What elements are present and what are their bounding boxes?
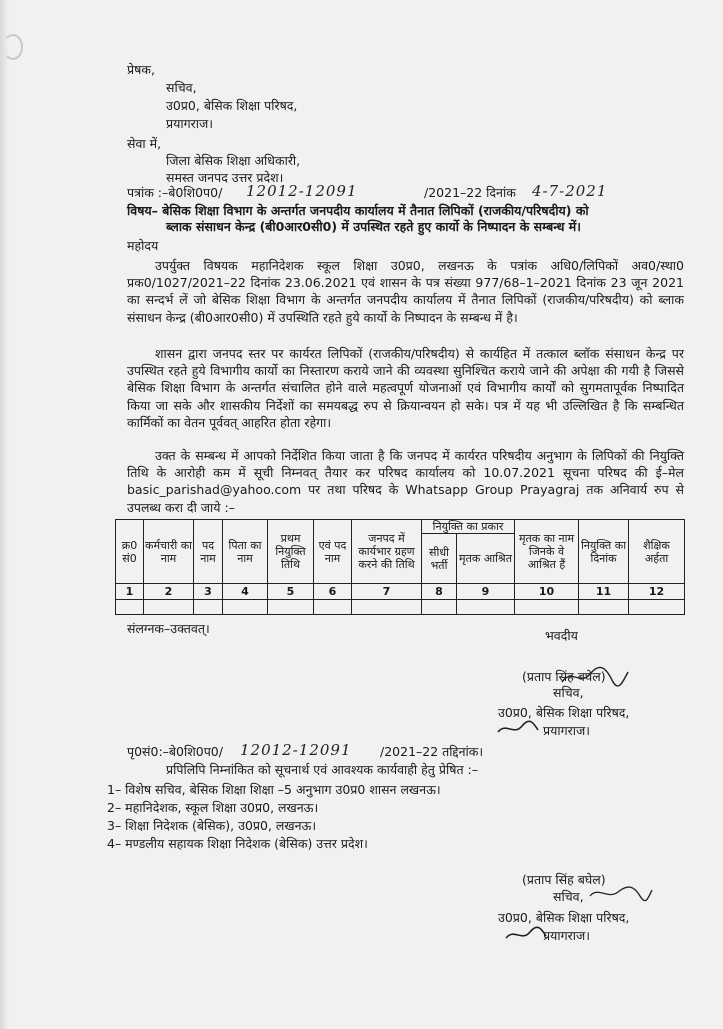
signature-scribble — [496, 720, 540, 738]
copy-list-item: 1– विशेष सचिव, बेसिक शिक्षा शिक्षा –5 अनुभाग उ0प्र0 शासन लखनऊ। — [107, 782, 441, 797]
th-direct-recruitment: सीधी भर्ती — [422, 534, 457, 584]
th-post: पद नाम — [194, 520, 223, 584]
employee-list-table — [115, 519, 685, 615]
col-number: 12 — [629, 584, 685, 600]
patrank-label: पत्रांक :–बे0शि0प0/ — [127, 185, 223, 200]
col-number: 4 — [223, 584, 268, 600]
th-appointment-type: नियुक्ति का प्रकार — [422, 520, 515, 534]
th-sno: क्र0 सं0 — [116, 520, 144, 584]
table-cell — [422, 600, 457, 615]
col-number: 1 — [116, 584, 144, 600]
th-appointment-date: नियुक्ति का दिनांक — [579, 520, 629, 584]
th-deceased-name: मृतक का नाम जिनके वे आश्रित हैं — [515, 520, 579, 584]
col-number: 9 — [457, 584, 515, 600]
paragraph-3: उक्त के सम्बन्ध में आपको निर्देशित किया जाता है कि जनपद में कार्यरत परिषदीय अनुभाग के लिपिकों की नियुक्ति तिथि के आरोही कम में सूची निम्नवत् तैयार कर परिषद कार्यालय को 10.07.2021 सूचना परिषद की ई–मेल basic_parishad@yahoo.com पर तथा परिषद के Whatsapp Group Prayagraj तक अनिवार्य रुप से उपलब्ध करा दी जाये :– — [127, 448, 684, 515]
table-cell — [223, 600, 268, 615]
signatory-2-name: (प्रताप सिंह बघेल) — [522, 872, 606, 887]
recipient-location: समस्त जनपद उत्तर प्रदेश। — [166, 170, 284, 185]
signatory-designation: सचिव, — [553, 685, 584, 700]
th-dependent: मृतक आश्रित — [457, 534, 515, 584]
sender-office: उ0प्र0, बेसिक शिक्षा परिषद, — [166, 98, 298, 113]
subject-line-1: विषय– बेसिक शिक्षा विभाग के अन्तर्गत जनपदीय कार्यालय में तैनात लिपिकों (राजकीय/परिषदीय) को — [127, 203, 589, 218]
signatory-2-designation: सचिव, — [553, 889, 584, 904]
signatory-2-city: प्रयागराज। — [543, 928, 591, 943]
patrank-year-date-label: /2021–22 दिनांक — [424, 185, 516, 200]
th-post-name: एवं पद नाम — [314, 520, 352, 584]
copy-list-item: 4– मण्डलीय सहायक शिक्षा निदेशक (बेसिक) उत्तर प्रदेश। — [107, 836, 368, 851]
col-number: 8 — [422, 584, 457, 600]
recipient-label: सेवा में, — [127, 136, 162, 151]
copy-ref-label: पृ0सं0:–बे0शि0प0/ — [127, 744, 223, 759]
copy-ref-number: 12012-12091 — [240, 741, 352, 759]
table-cell — [515, 600, 579, 615]
signatory-name: (प्रताप सिंह बघेल) — [522, 669, 606, 684]
enclosure: संलग्नक–उक्तवत्। — [127, 621, 210, 636]
th-qualification: शैक्षिक अर्हता — [629, 520, 685, 584]
table-cell — [144, 600, 194, 615]
copy-list-item: 3– शिक्षा निदेशक (बेसिक), उ0प्र0, लखनऊ। — [107, 818, 317, 833]
patrank-date: 4-7-2021 — [532, 182, 608, 200]
sender-designation: सचिव, — [166, 80, 197, 95]
th-joining-date: जनपद में कार्यभार ग्रहण करने की तिथि — [352, 520, 422, 584]
col-number: 3 — [194, 584, 223, 600]
signatory-2-office: उ0प्र0, बेसिक शिक्षा परिषद, — [498, 910, 630, 925]
paper-edge — [0, 0, 9, 1029]
table-cell — [579, 600, 629, 615]
sender-label: प्रेषक, — [127, 62, 155, 77]
signature-2-scribble — [504, 926, 548, 944]
signature-2-mark — [588, 884, 654, 904]
th-father-name: पिता का नाम — [223, 520, 268, 584]
table-cell — [457, 600, 515, 615]
col-number: 11 — [579, 584, 629, 600]
copy-intro: प्रपिलिपि निम्नांकित को सूचनार्थ एवं आवश्यक कार्यवाही हेतु प्रेषित :– — [166, 762, 478, 777]
punch-hole — [3, 34, 23, 60]
signatory-city: प्रयागराज। — [543, 723, 591, 738]
patrank-number: 12012-12091 — [246, 182, 358, 200]
closing: भवदीय — [545, 628, 578, 643]
sender-city: प्रयागराज। — [166, 116, 214, 131]
recipient-designation: जिला बेसिक शिक्षा अधिकारी, — [166, 153, 301, 168]
table-cell — [629, 600, 685, 615]
th-first-appointment: प्रथम नियुक्ति तिथि — [268, 520, 314, 584]
table-cell — [268, 600, 314, 615]
paragraph-1: उपर्युक्त विषयक महानिदेशक स्कूल शिक्षा उ0प्र0, लखनऊ के पत्रांक अधि0/लिपिकों अव0/स्था0 प्रक0/1027/2021–22 दिनांक 23.06.2021 एवं शासन के पत्र संख्या 977/68–1–2021 दिनांक 23 जून 2021 का सन्दर्भ लें जो बेसिक शिक्षा विभाग के अन्तर्गत जनपदीय कार्यालय में तैनात लिपिकों (राजकीय/परिषदीय) को ब्लाक संसाधन केन्द्र (बी0आर0सी0) में उपस्थिति रहते हुये कार्यो के निष्पादन के सम्बन्ध में है। — [127, 258, 684, 325]
table-cell — [116, 600, 144, 615]
table-cell — [194, 600, 223, 615]
col-number: 2 — [144, 584, 194, 600]
subject-line-2: ब्लाक संसाधन केन्द्र (बी0आर0सी0) में उपस्थित रहते हुए कार्यो के निष्पादन के सम्बन्ध में। — [166, 219, 582, 234]
salutation: महोदय — [127, 238, 159, 253]
col-number: 5 — [268, 584, 314, 600]
copy-ref-year-date: /2021–22 तद्दिनांक। — [380, 744, 484, 759]
col-number: 10 — [515, 584, 579, 600]
signatory-office: उ0प्र0, बेसिक शिक्षा परिषद, — [498, 705, 630, 720]
col-number: 7 — [352, 584, 422, 600]
copy-list-item: 2– महानिदेशक, स्कूल शिक्षा उ0प्र0, लखनऊ। — [107, 800, 319, 815]
table-cell — [314, 600, 352, 615]
paragraph-2: शासन द्वारा जनपद स्तर पर कार्यरत लिपिकों (राजकीय/परिषदीय) से कार्यहित में तत्काल ब्लॉक संसाधन केन्द्र पर उपस्थित रहते हुये विभागीय कार्यो का निस्तारण कराये जाने की व्यवस्था सुनिश्चित कराये जाने की अपेक्षा की गयी है जिससे बेसिक शिक्षा विभाग के अन्तर्गत संचालित होने वाले महत्वपूर्ण योजनाओं एवं विभागीय कार्यों को सुगमतापूर्वक निष्पादित किया जा सके और शासकीय निर्देशों का समयबद्ध रुप से क्रियान्वयन हो सके। पत्र में यह भी उल्लिखित है कि सम्बन्धित कार्मिकों का वेतन पूर्ववत् आहरित होता रहेगा। — [127, 346, 684, 430]
th-employee-name: कर्मचारी का नाम — [144, 520, 194, 584]
table-cell — [352, 600, 422, 615]
col-number: 6 — [314, 584, 352, 600]
